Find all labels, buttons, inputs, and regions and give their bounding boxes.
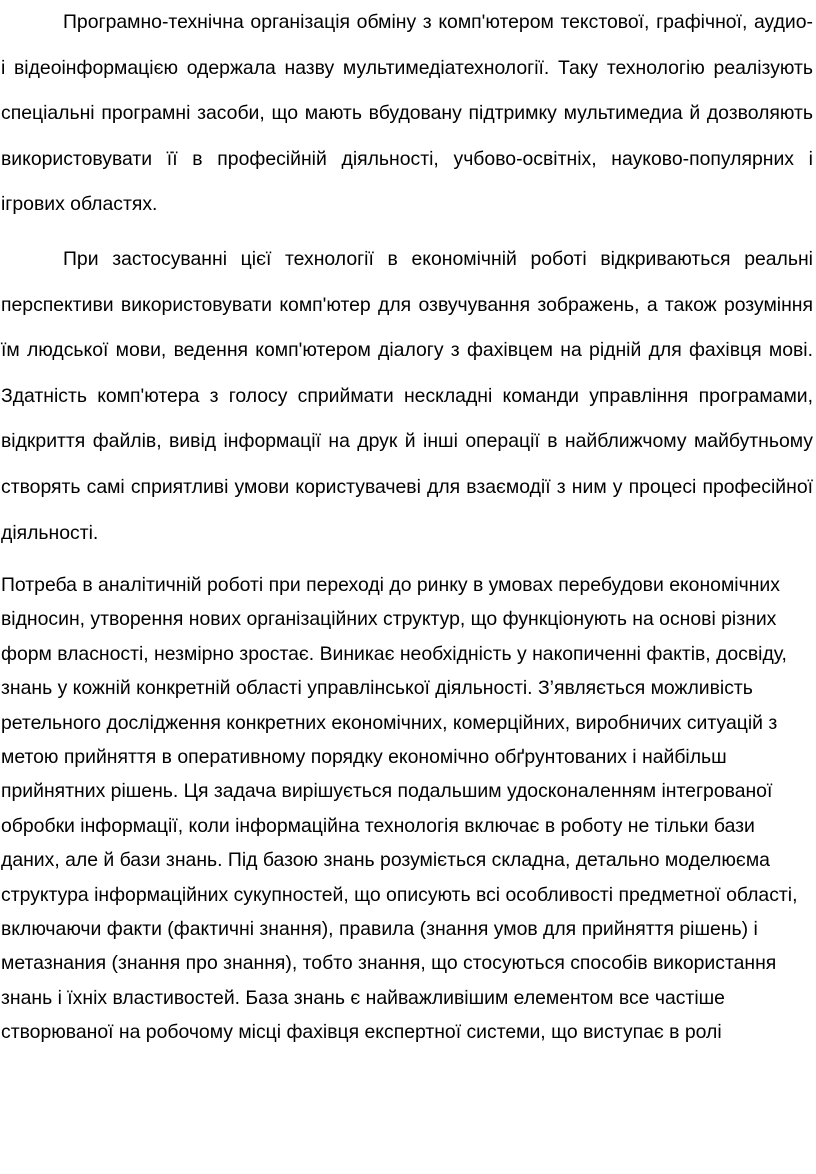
paragraph-economic-application: При застосуванні цієї технології в економічній роботі відкриваються реальні перспективи використовувати комп'ютер для озвучування зображень, а також розуміння їм людської мови, ведення комп'ютером діалогу з фахівцем на рідній для фахівця мові. Здатність комп'ютера з голосу сприймати нескладні команди управління програмами, відкриття файлів, вивід інформації на друк й інші операції в найближчому майбутньому створять самі сприятливі умови користувачеві для взаємодії з ним у процесі професійної діяльності. [1, 248, 813, 544]
paragraph-multimedia-technology: Програмно-технічна організація обміну з комп'ютером текстової, графічної, аудио- і відеоінформацією одержала назву мультимедіатехнології. Таку технологію реалізують спеціальні програмні засоби, що мають вбудовану підтримку мультимедиа й дозволяють використовувати її в професійній діяльності, учбово-освітніх, науково-популярних і ігрових областях. [1, 11, 813, 215]
paragraph-knowledge-base: Потреба в аналітичній роботі при переході до ринку в умовах перебудови економічних відносин, утворення нових організаційних структур, що функціонують на основі різних форм власності, незмірно зростає. Виникає необхідність у накопиченні фактів, досвіду, знань у кожній конкретній області управлінської діяльності. З’являється можливість ретельного дослідження конкретних економічних, комерційних, виробничих ситуацій з метою прийняття в оперативному порядку економічно обґрунтованих і найбільш прийнятних рішень. Ця задача вирішується подальшим удосконаленням інтегрованої обробки інформації, коли інформаційна технологія включає в роботу не тільки бази даних, але й бази знань. Під базою знань розуміється складна, детально моделюєма структура інформаційних сукупностей, що описують всі особливості предметної області, включаючи факти (фактичні знання), правила (знання умов для прийняття рішень) і метазнания (знання про знання), тобто знання, що стосуються способів використання знань і їхніх властивостей. База знань є найважливішим елементом все частіше створюваної на робочому місці фахівця експертної системи, що виступає в ролі [1, 574, 798, 1044]
